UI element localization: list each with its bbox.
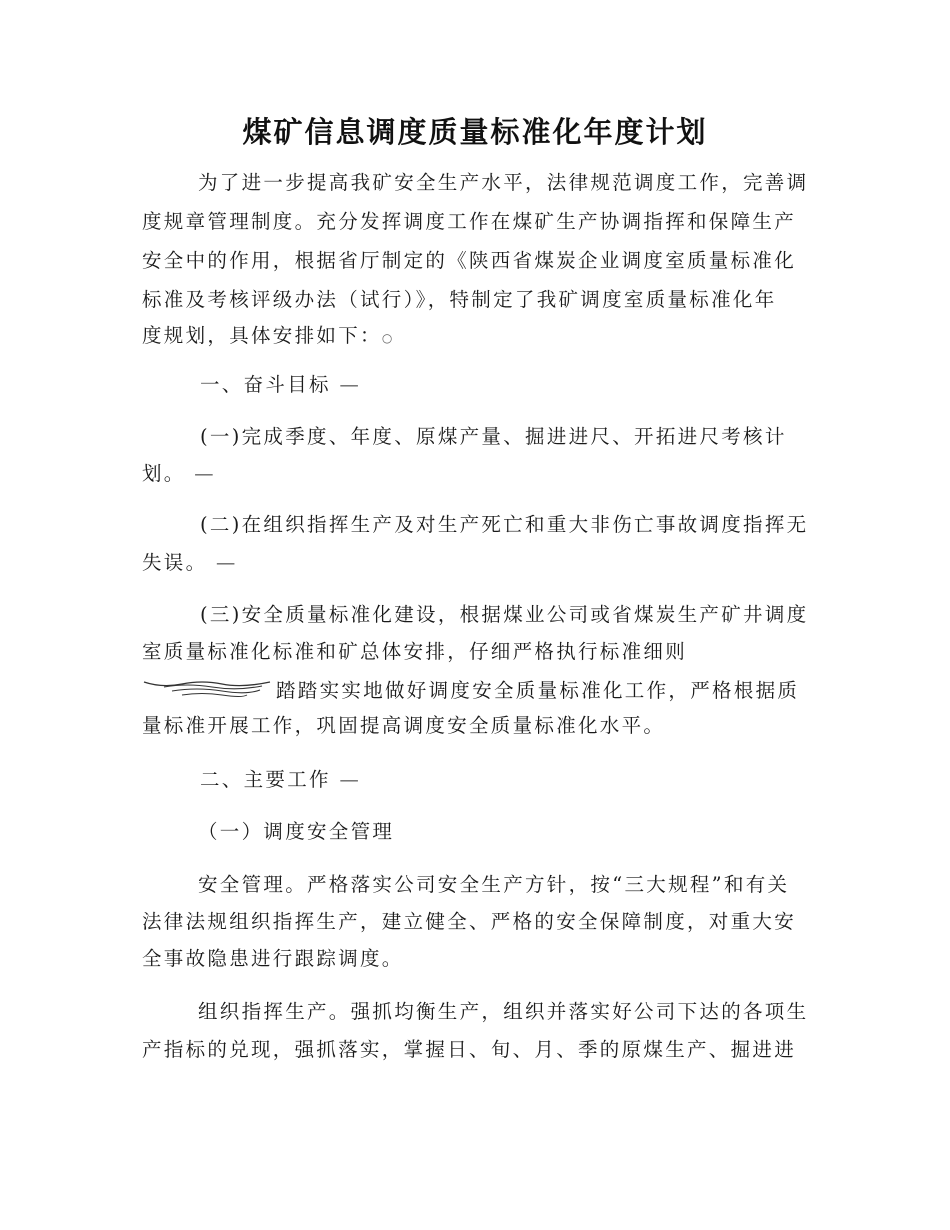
section1-item2-mark: — [215, 551, 238, 574]
section1-item1-line2 [142, 464, 216, 484]
section1-item1-mark: — [194, 462, 216, 485]
section1-heading-text: 一、奋斗目标 [200, 373, 331, 396]
section1-item3-line2: 室质量标准化标准和矿总体安排，仔细严格执行标准细则 [142, 640, 688, 663]
section2-heading-text: 二、主要工作 [200, 768, 331, 791]
section1-item1-line2-text: 划。 [142, 462, 186, 485]
intro-line-3: 安全中的作用，根据省厅制定的《陕西省煤炭企业调度室质量标准化 [142, 249, 797, 272]
document-title: 煤矿信息调度质量标准化年度计划 [242, 115, 708, 149]
section2-sub1: （一）调度安全管理 [198, 820, 395, 843]
intro-line-2: 度规章管理制度。充分发挥调度工作在煤矿生产协调指挥和保障生产 [142, 210, 797, 233]
section2-para2-line1: 组织指挥生产。强抓均衡生产，组织并落实好公司下达的各项生 [198, 1000, 809, 1023]
section2-para1-line1: 安全管理。严格落实公司安全生产方针，按“三大规程”和有关 [198, 873, 790, 896]
section1-item3-line4: 量标准开展工作，巩固提高调度安全质量标准化水平。 [142, 714, 666, 737]
section2-para1-line3: 全事故隐患进行跟踪调度。 [142, 947, 404, 970]
intro-line-4: 标准及考核评级办法（试行）》，特制定了我矿调度室质量标准化年 [142, 288, 777, 311]
wavy-underline-mark [142, 678, 274, 700]
intro-end-mark: ○ [381, 331, 395, 345]
section2-para1-line2: 法律法规组织指挥生产，建立健全、严格的安全保障制度，对重大安 [142, 910, 797, 933]
section1-item3-line3: 踏踏实实地做好调度安全质量标准化工作，严格根据质 [276, 679, 800, 702]
section2-heading-mark: — [339, 768, 362, 791]
intro-line-5-text: 度规划，具体安排如下： [142, 324, 382, 347]
section2-para2-line2: 产指标的兑现，强抓落实，掌握日、旬、月、季的原煤生产、掘进进 [142, 1038, 797, 1061]
section1-item2-line2 [142, 553, 238, 573]
section1-heading [200, 375, 361, 395]
section1-item1-line1: (一)完成季度、年度、原煤产量、掘进进尺、开拓进尺考核计 [200, 425, 787, 448]
section1-item2-line1: (二)在组织指挥生产及对生产死亡和重大非伤亡事故调度指挥无 [200, 513, 809, 536]
intro-line-1: 为了进一步提高我矿安全生产水平，法律规范调度工作，完善调 [198, 171, 809, 194]
section1-item2-line2-text: 失误。 [142, 551, 208, 574]
intro-line-5 [142, 326, 395, 346]
section1-heading-mark: — [339, 373, 362, 396]
section2-heading [200, 770, 361, 790]
section1-item3-line1: (三)安全质量标准化建设，根据煤业公司或省煤炭生产矿井调度 [200, 603, 809, 626]
